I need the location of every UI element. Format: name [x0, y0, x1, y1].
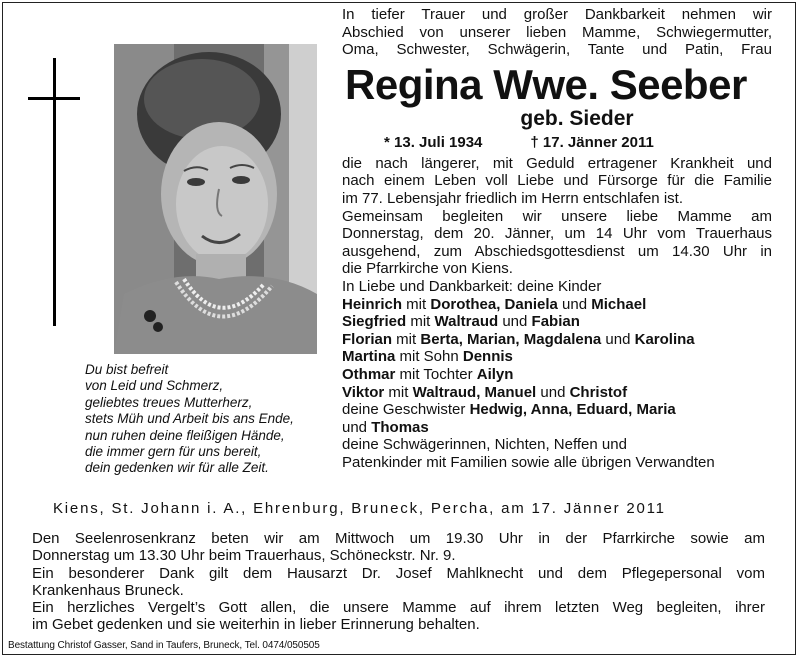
family-line: Florian mit Berta, Marian, Magdalena und Karolina — [342, 330, 695, 348]
body-line: die nach längerer, mit Geduld ertragener Krankheit und — [342, 154, 772, 172]
family-line: Patenkinder mit Familien sowie alle übrigen Verwandten — [342, 453, 715, 471]
family-line: deine Geschwister Hedwig, Anna, Eduard, Maria — [342, 401, 676, 419]
family-line: Heinrich mit Dorothea, Daniela und Michael — [342, 295, 647, 313]
family-line: Viktor mit Waltraud, Manuel und Christof — [342, 383, 628, 401]
birth-date: * 13. Juli 1934 — [384, 133, 483, 151]
family-line: und Thomas — [342, 418, 429, 436]
poem-line: Du bist befreit — [85, 362, 169, 377]
body-line: im 77. Lebensjahr friedlich im Herrn entschlafen ist. — [342, 189, 683, 207]
note-line: im Gebet gedenken und sie weiterhin in lieber Erinnerung behalten. — [32, 616, 480, 634]
poem-line: von Leid und Schmerz, — [85, 378, 224, 394]
poem-line: dein gedenken wir für alle Zeit. — [85, 460, 269, 476]
family-line: deine Schwägerinnen, Nichten, Neffen und — [342, 436, 627, 454]
closing-section — [32, 500, 765, 633]
place-and-date: Kiens, St. Johann i. A., Ehrenburg, Bruneck, Percha, am 17. Jänner 2011 — [53, 500, 666, 517]
body-line: Gemeinsam begleiten wir unsere liebe Mamme am — [342, 207, 772, 225]
family-intro: In Liebe und Dankbarkeit: deine Kinder — [342, 277, 602, 295]
life-dates — [384, 131, 772, 155]
poem-line: nun ruhen deine fleißigen Hände, — [85, 427, 285, 443]
body-line: Donnerstag, dem 20. Jänner, um 14 Uhr vom Trauerhaus — [342, 225, 772, 243]
death-date: † 17. Jänner 2011 — [530, 133, 654, 151]
portrait-photo — [114, 44, 317, 354]
poem-line: stets Müh und Arbeit bis ans Ende, — [85, 411, 294, 427]
family-line: Siegfried mit Waltraud und Fabian — [342, 313, 580, 331]
body-line: ausgehend, zum Abschiedsgottesdienst um 14.30 Uhr in — [342, 242, 772, 260]
family-line: Martina mit Sohn Dennis — [342, 348, 513, 366]
note-line: Ein herzliches Vergelt’s Gott allen, die unsere Mamme auf ihrem letzten Weg begleiten, ihrer — [32, 599, 765, 617]
maiden-name: geb. Sieder — [520, 106, 634, 130]
note-line: Ein besonderer Dank gilt dem Hausarzt Dr. Josef Mahlknecht und dem Pflegepersonal vom — [32, 564, 765, 582]
note-line: Krankenhaus Bruneck. — [32, 581, 184, 599]
note-line: Den Seelenrosenkranz beten wir am Mittwoch um 19.30 Uhr in der Pfarrkirche sowie am — [32, 530, 765, 548]
poem-line: geliebtes treues Mutterherz, — [85, 394, 253, 410]
body-line: die Pfarrkirche von Kiens. — [342, 260, 513, 278]
announcement-text — [342, 6, 772, 471]
memorial-poem — [85, 362, 325, 477]
portrait-illustration — [114, 44, 317, 354]
deceased-name: Regina Wwe. Seeber — [345, 60, 747, 108]
cross-horizontal-bar — [28, 97, 80, 100]
intro-line: Abschied von unserer lieben Mamme, Schwiegermutter, — [342, 23, 772, 41]
intro-line: In tiefer Trauer und großer Dankbarkeit nehmen wir — [342, 6, 772, 23]
body-line: nach einem Leben voll Liebe und Fürsorge für die Familie — [342, 172, 772, 190]
funeral-home-footer: Bestattung Christof Gasser, Sand in Taufers, Bruneck, Tel. 0474/050505 — [8, 640, 320, 651]
note-line: Donnerstag um 13.30 Uhr beim Trauerhaus, Schöneckstr. Nr. 9. — [32, 547, 456, 565]
family-line: Othmar mit Tochter Ailyn — [342, 365, 514, 383]
intro-line: Oma, Schwester, Schwägerin, Tante und Patin, Frau — [342, 41, 772, 59]
poem-line: die immer gern für uns bereit, — [85, 444, 262, 460]
